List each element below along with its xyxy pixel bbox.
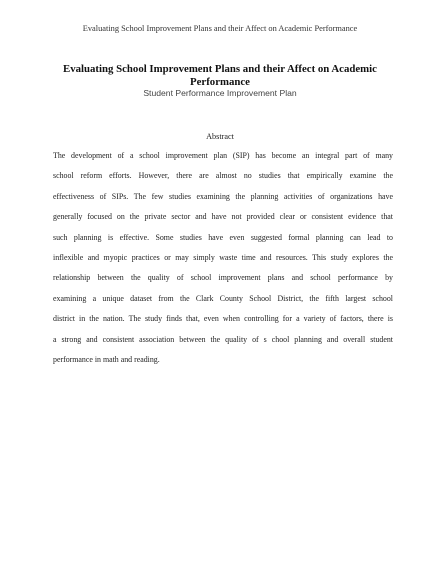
abstract-line: The development of a school improvement plan (SIP) has become an integral part of many: [53, 151, 393, 160]
abstract-line: performance in math and reading.: [53, 354, 160, 364]
abstract-line: relationship between the quality of school improvement plans and school performance by: [53, 273, 393, 283]
abstract-line: such planning is effective. Some studies have even suggested formal planning can lead to: [53, 232, 393, 242]
document-subtitle: Student Performance Improvement Plan: [143, 88, 297, 98]
abstract-line: school reform efforts. However, there are almost no studies that empirically examine the: [53, 171, 393, 181]
abstract-heading: Abstract: [206, 132, 234, 141]
abstract-body: [53, 149, 393, 373]
abstract-line: effectiveness of SIPs. The few studies examining the planning activities of organizations have: [53, 191, 393, 201]
document-title: Evaluating School Improvement Plans and their Affect on Academic Performance: [63, 63, 377, 88]
running-header: Evaluating School Improvement Plans and their Affect on Academic Performance: [82, 24, 358, 33]
abstract-line: generally focused on the private sector and have not provided clear or consistent evidence that: [53, 212, 393, 222]
abstract-line: inflexible and myopic practices or may simply waste time and resources. This study explores the: [53, 252, 393, 262]
abstract-line: district in the nation. The study finds that, even when controlling for a variety of factors, there is: [53, 314, 393, 324]
abstract-line: examining a unique dataset from the Clark County School District, the fifth largest school: [53, 293, 393, 303]
abstract-line: a strong and consistent association between the quality of s chool planning and overall student: [53, 334, 393, 344]
